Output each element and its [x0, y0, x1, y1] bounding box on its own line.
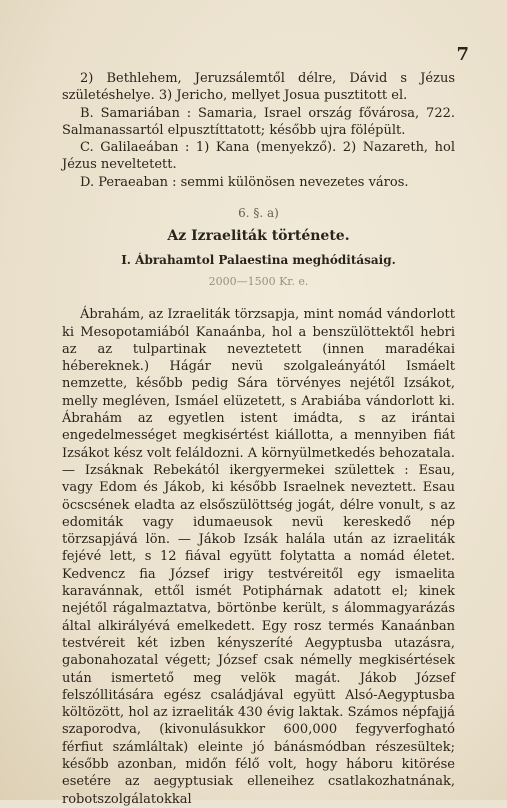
subsection-title: I. Ábrahamtol Palaestina meghóditásaig. [121, 252, 396, 267]
page-body [62, 70, 455, 808]
section-number: 6. §. a) [238, 206, 279, 221]
paragraph-galilaea: C. Galilaeában : 1) Kana (menyekző). 2) Nazareth, hol Jézus neveltetett. [62, 140, 455, 173]
section-title: Az Izraeliták története. [167, 228, 350, 245]
date-range: 2000—1500 Kr. e. [208, 274, 309, 288]
paragraph-peraea: D. Peraeaban : semmi különösen nevezetes város. [80, 174, 409, 190]
paragraph-samaria: B. Samariában : Samaria, Israel ország fővárosa, 722. Salmanassartól elpusztíttatott; később ujra fölépült. [62, 105, 455, 138]
paragraph-bethlehem: 2) Bethlehem, Jeruzsálemtől délre, Dávid s Jézus születéshelye. 3) Jericho, mellyet Josua pusztitott el. [62, 71, 455, 104]
main-paragraph: Ábrahám, az Izraeliták törzsapja, mint nomád vándorlott ki Mesopotamiából Kanaánba, hol a benszülöttektől hebri az az tulpartinak neveztetett (innen maradékai hébereknek.) Hágár nevü szolgaleányától Ismáelt nemzette, később pedig Sára törvényes nejétől Izsákot, melly megléven, Ismáel elüzetett, s Arabiába vándorlott ki. Ábrahám az egyetlen istent imádta, s az irántai engedelmességet megkisértést kiállotta, a mennyiben fiát Izsákot kész volt feláldozni. A környülmetkedés behozatala. — Izsáknak Rebekától ikergyermekei születtek : Esau, vagy Edom és Jákob, ki később Israelnek neveztett. Esau öcscsének eladta az elsőszülöttség jogát, délre vonult, s az edomiták vagy idumaeusok nevü kereskedő nép törzsapjává lön. — Jákob Izsák halála után az izraeliták fejévé lett, s 12 fiával együtt folytatta a nomád életet. Kedvencz fia József irigy testvéreitől egy ismaelita karavánnak, ettől ismét Potiphárnak adatott el; kinek nejétől rágalmaztatva, börtönbe került, s álommagyarázás által alkirályévá emelkedett. Egy rosz termés Kanaánban testvéreit két izben kényszeríté Aegyptusba utazásra, gabonahozatal végett; József csak némelly megkisértések után ismertető meg velök magát. Jákob József felszóllitására egész családjával együtt Alsó-Aegyptusba költözött, hol az izraeliták 430 évig laktak. Számos népfajjá szaporodva, (kivonulásukkor 600,000 fegyverfogható férfiut számláltak) eleinte jó bánásmódban részesültek; később azonban, midőn félő volt, hogy háboru kitörése esetére az aegyptusiak elleneihez csatlakozhatnának, robotszolgálatokkal [62, 307, 455, 807]
page-number: 7 [456, 44, 469, 65]
